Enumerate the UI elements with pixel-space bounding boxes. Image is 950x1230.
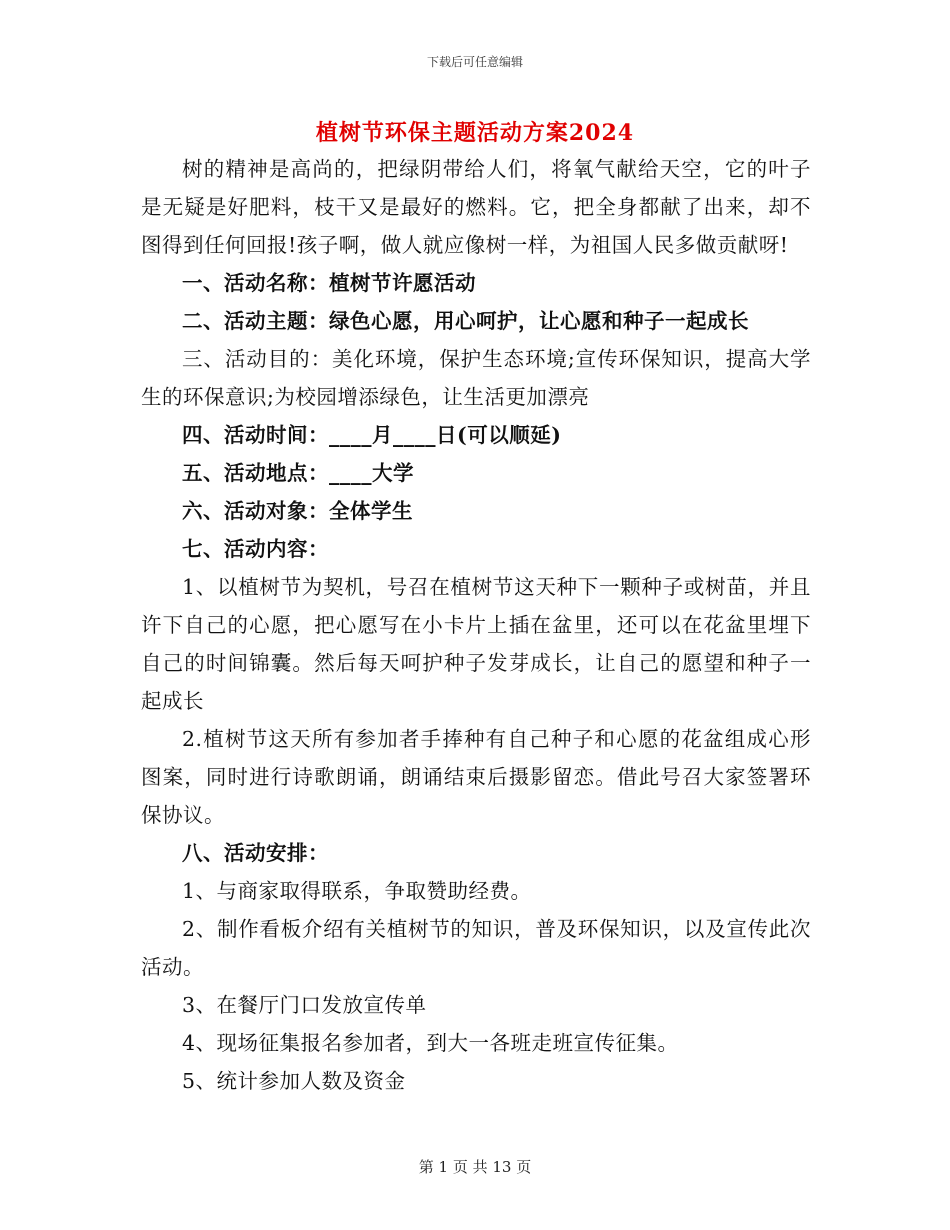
section-activity-theme: 二、活动主题：绿色心愿，用心呵护，让心愿和种子一起成长 — [182, 309, 749, 333]
section-activity-time: 四、活动时间：____月____日(可以顺延) — [182, 423, 562, 447]
section-activity-audience: 六、活动对象：全体学生 — [182, 499, 413, 523]
page-header: 下载后可任意编辑 — [426, 55, 523, 69]
arrangement-item-2: 2、制作看板介绍有关植树节的知识，普及环保知识，以及宣传此次活动。 — [141, 917, 811, 979]
section-activity-purpose: 三、活动目的：美化环境，保护生态环境;宣传环保知识，提高大学生的环保意识;为校园增添绿色，让生活更加漂亮 — [141, 347, 811, 409]
document-body — [141, 150, 811, 1100]
section-activity-arrangement: 八、活动安排： — [182, 841, 329, 865]
section-activity-location: 五、活动地点：____大学 — [182, 461, 414, 485]
intro-paragraph: 树的精神是高尚的，把绿阴带给人们，将氧气献给天空，它的叶子是无疑是好肥料，枝干又是最好的燃料。它，把全身都献了出来，却不图得到任何回报!孩子啊，做人就应像树一样，为祖国人民多做贡献呀! — [141, 157, 811, 257]
arrangement-item-5: 5、统计参加人数及资金 — [182, 1069, 406, 1093]
content-item-1: 1、以植树节为契机，号召在植树节这天种下一颗种子或树苗，并且许下自己的心愿，把心愿写在小卡片上插在盆里，还可以在花盆里埋下自己的时间锦囊。然后每天呵护种子发芽成长，让自己的愿望和种子一起成长 — [141, 575, 811, 713]
arrangement-item-1: 1、与商家取得联系，争取赞助经费。 — [182, 879, 532, 903]
page-footer: 第 1 页 共 13 页 — [418, 1158, 532, 1176]
document-title: 植树节环保主题活动方案2024 — [315, 120, 635, 146]
section-activity-name: 一、活动名称：植树节许愿活动 — [182, 271, 476, 295]
arrangement-item-4: 4、现场征集报名参加者，到大一各班走班宣传征集。 — [182, 1031, 679, 1055]
arrangement-item-3: 3、在餐厅门口发放宣传单 — [182, 993, 427, 1017]
section-activity-content: 七、活动内容： — [182, 537, 329, 561]
content-item-2: 2.植树节这天所有参加者手捧种有自己种子和心愿的花盆组成心形图案，同时进行诗歌朗诵，朗诵结束后摄影留恋。借此号召大家签署环保协议。 — [141, 727, 811, 827]
